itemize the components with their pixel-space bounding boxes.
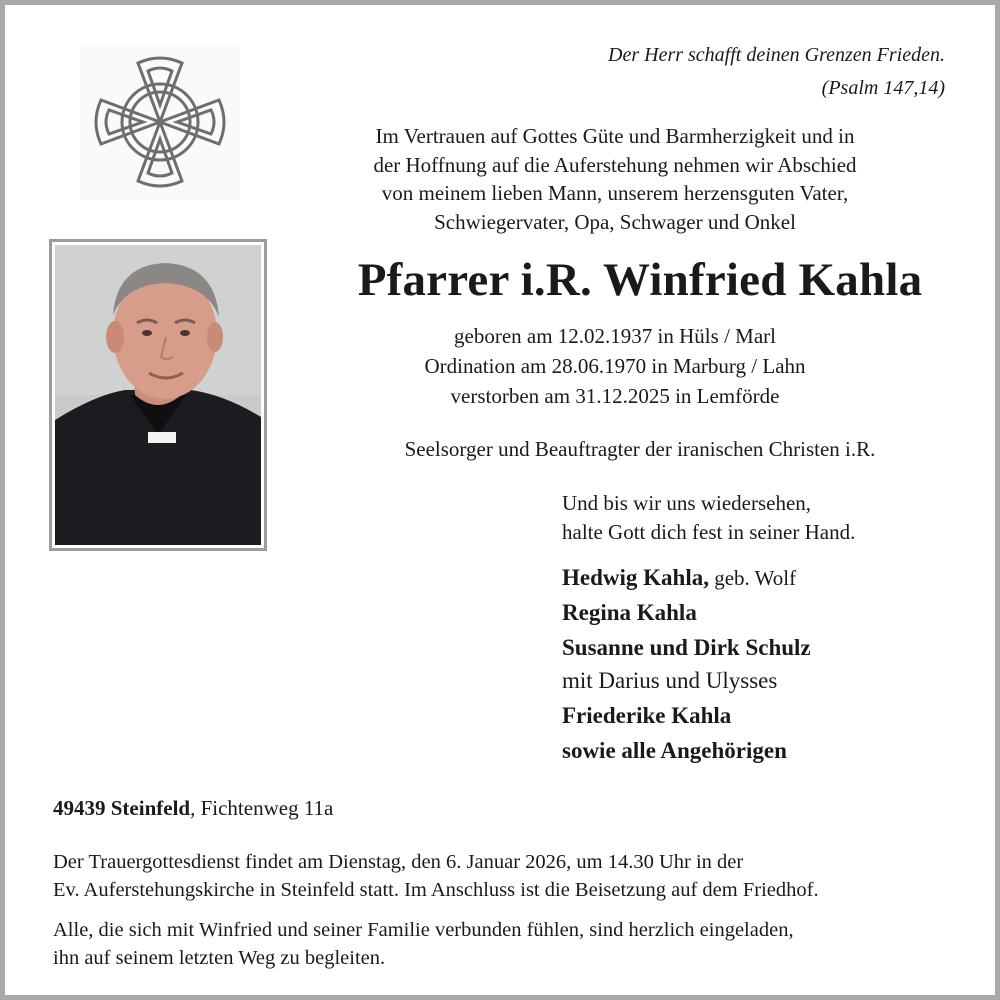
service-line: Ev. Auferstehungskirche in Steinfeld statt. Im Anschluss ist die Beisetzung auf dem Friedhof. — [53, 879, 819, 901]
family-member: Susanne und Dirk Schulz — [562, 635, 811, 660]
deceased-name: Pfarrer i.R. Winfried Kahla — [357, 254, 923, 306]
life-dates — [345, 321, 885, 411]
ordination-date: Ordination am 28.06.1970 in Marburg / Lahn — [424, 354, 806, 378]
service-line: Der Trauergottesdienst findet am Dienstag, den 6. Januar 2026, um 14.30 Uhr in der — [53, 851, 744, 873]
family-member-note: mit Darius und Ulysses — [562, 668, 778, 693]
death-date: verstorben am 31.12.2025 in Lemförde — [450, 384, 780, 408]
address-street: , Fichtenweg 11a — [190, 796, 334, 820]
verse-line: halte Gott dich fest in seiner Hand. — [562, 520, 856, 544]
verse-line: Und bis wir uns wiedersehen, — [562, 491, 812, 515]
family-member: Friederike Kahla — [562, 703, 732, 728]
service-info — [53, 848, 973, 904]
invite-line: Alle, die sich mit Winfried und seiner Familie verbunden fühlen, sind herzlich eingeladen, — [53, 919, 794, 941]
intro-line: von meinem lieben Mann, unserem herzensguten Vater, — [381, 181, 849, 205]
invitation — [53, 916, 973, 972]
motto-quote: Der Herr schafft deinen Grenzen Frieden. — [608, 44, 945, 66]
intro-line: Schwiegervater, Opa, Schwager und Onkel — [434, 209, 796, 234]
cross-icon — [80, 45, 240, 200]
family-member: sowie alle Angehörigen — [562, 738, 787, 763]
address — [53, 794, 333, 822]
family-member — [562, 561, 811, 596]
address-city: 49439 Steinfeld — [53, 796, 191, 820]
motto-source: (Psalm 147,14) — [821, 77, 945, 99]
family-list — [562, 561, 811, 767]
birth-date: geboren am 12.02.1937 in Hüls / Marl — [454, 324, 776, 348]
portrait-photo — [55, 245, 261, 545]
intro-line: Im Vertrauen auf Gottes Güte und Barmherzigkeit und in — [375, 124, 855, 148]
intro-text — [345, 122, 885, 236]
motto — [608, 39, 945, 105]
farewell-verse — [562, 489, 855, 547]
role-description: Seelsorger und Beauftragter der iranischen Christen i.R. — [404, 437, 876, 461]
invite-line: ihn auf seinem letzten Weg zu begleiten. — [53, 947, 386, 969]
family-member: Regina Kahla — [562, 600, 697, 625]
family-member-name: Hedwig Kahla, — [562, 565, 709, 590]
maiden-name: geb. Wolf — [708, 566, 797, 590]
intro-line: der Hoffnung auf die Auferstehung nehmen wir Abschied — [373, 152, 857, 177]
portrait-frame — [49, 239, 267, 551]
